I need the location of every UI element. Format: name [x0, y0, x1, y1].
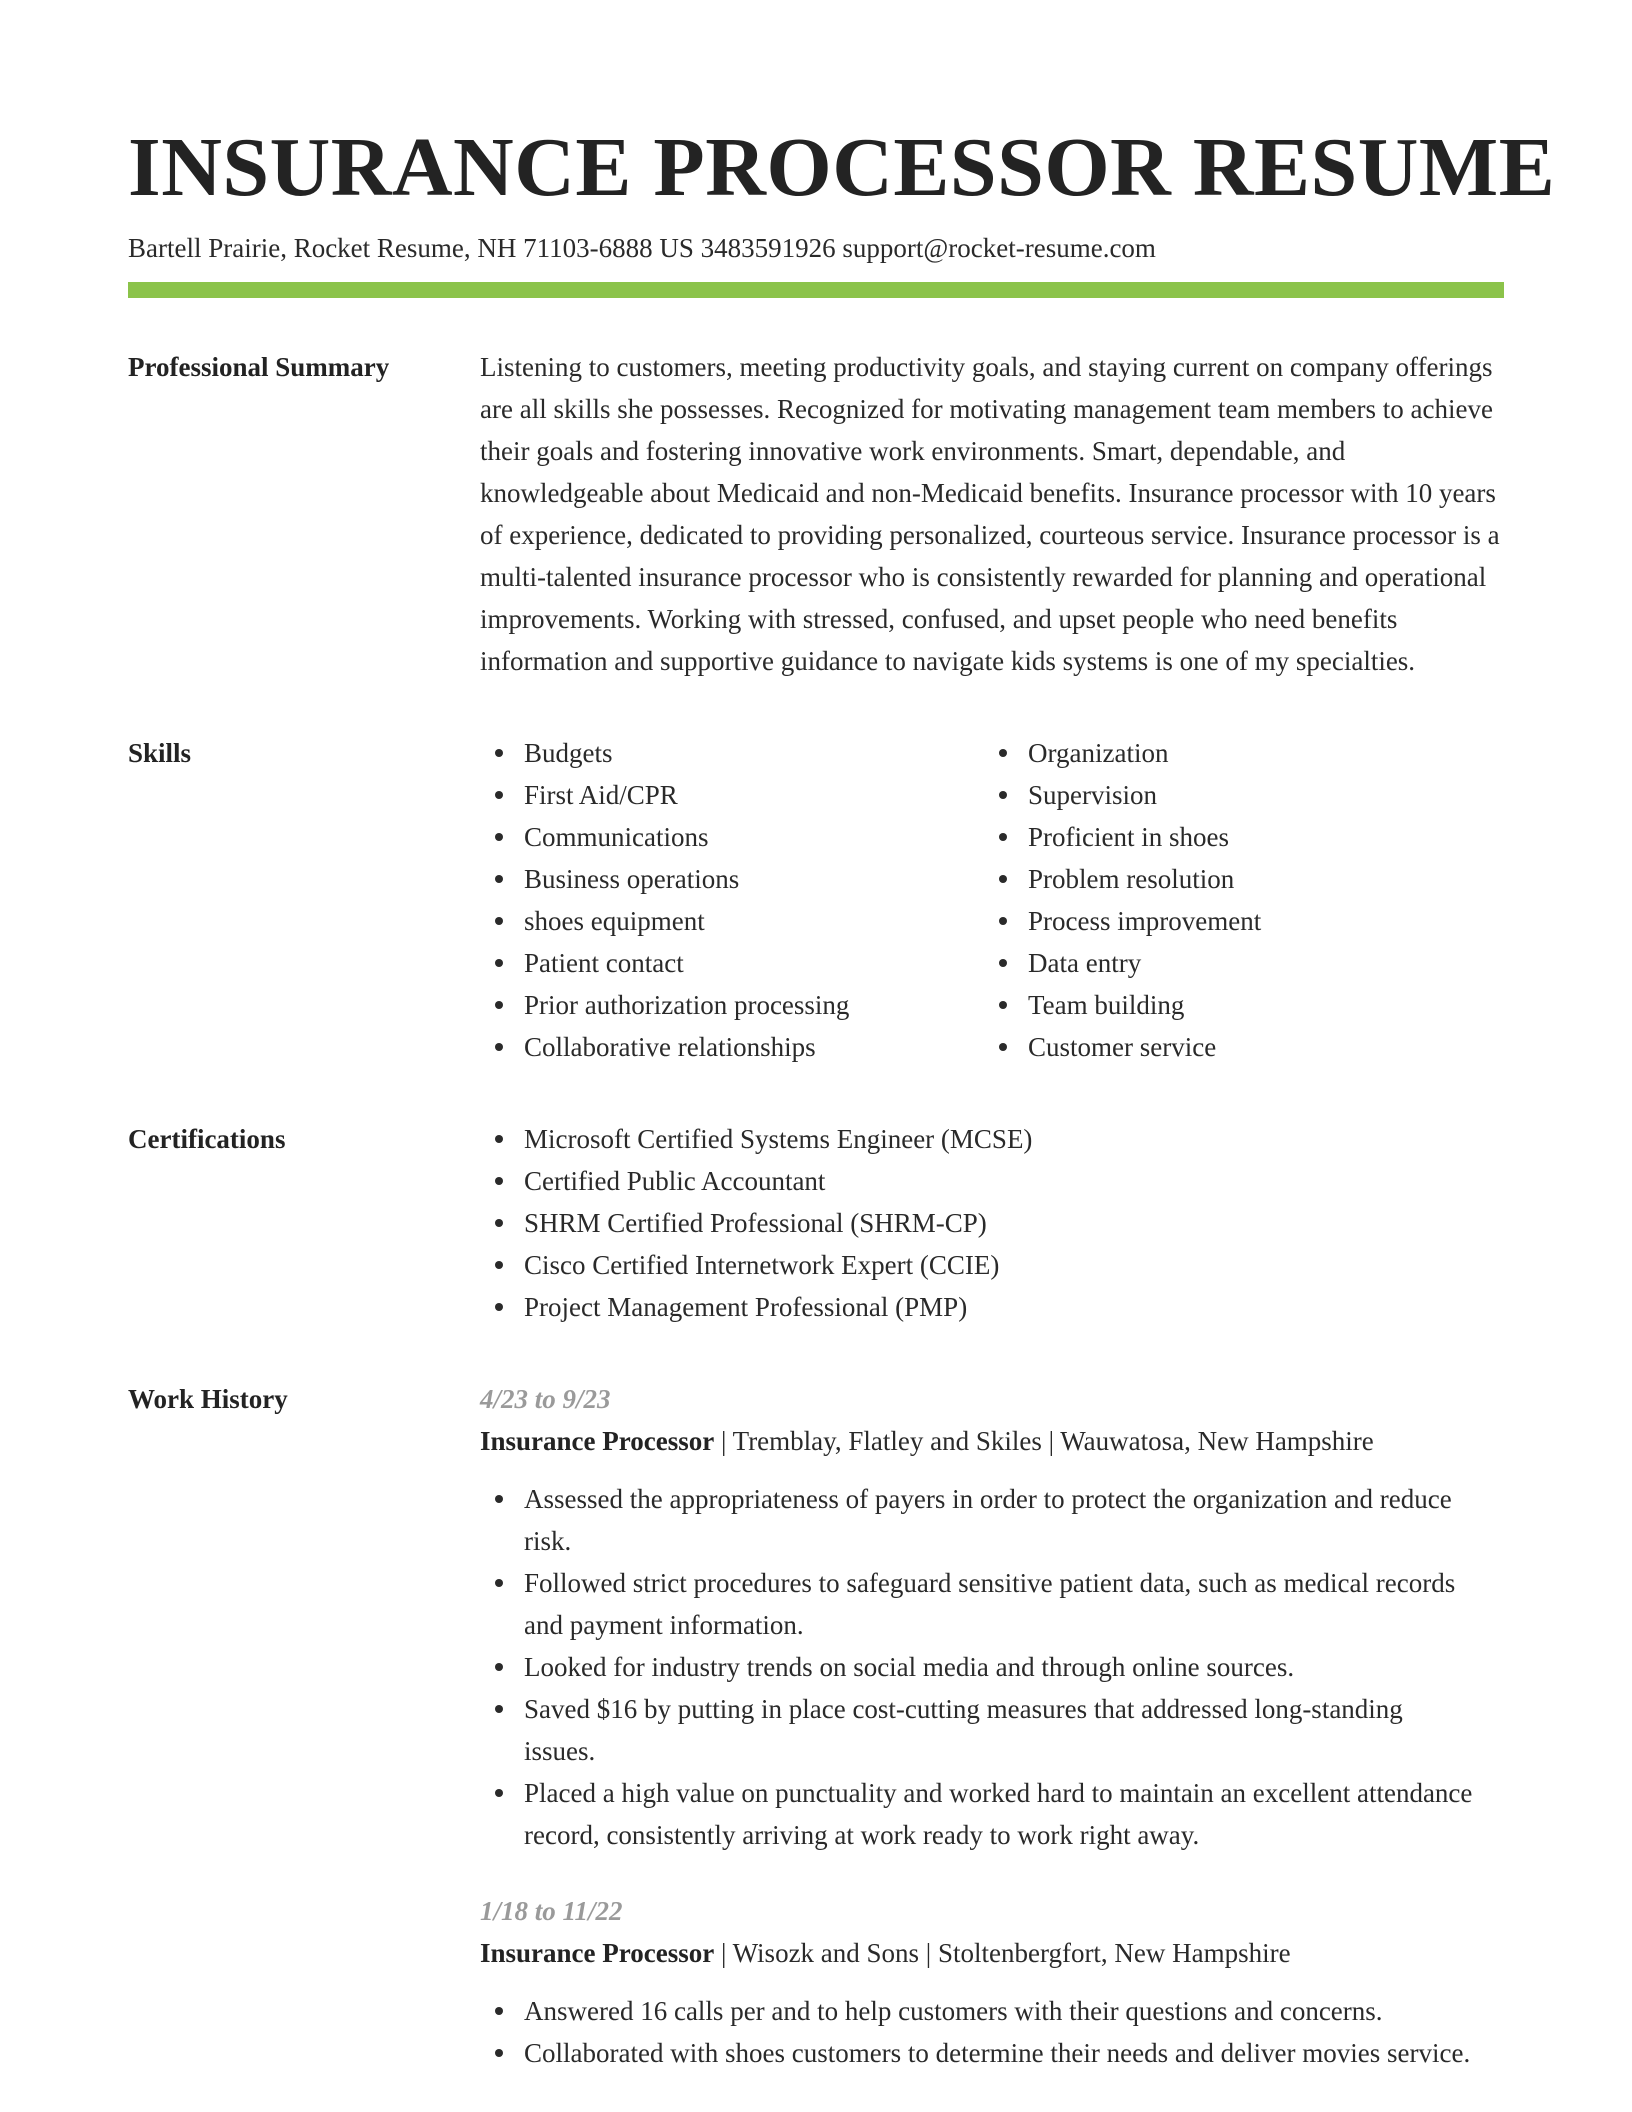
skill-item: Business operations: [480, 858, 984, 900]
job-duty: Followed strict procedures to safeguard sensitive patient data, such as medical records and payment information.: [480, 1562, 1480, 1646]
job-duty: Looked for industry trends on social media and through online sources.: [480, 1646, 1480, 1688]
job-employer-location: | Tremblay, Flatley and Skiles | Wauwatosa, New Hampshire: [714, 1426, 1374, 1456]
skills-list-right: [984, 732, 1488, 1068]
skills-list-left: [480, 732, 984, 1068]
section-label-certifications: Certifications: [128, 1124, 286, 1154]
summary-text: Listening to customers, meeting productivity goals, and staying current on company offerings are all skills she possesses. Recognized for motivating management team members to achieve their goals and fostering innovative work environments. Smart, dependable, and knowledgeable about Medicaid and non-Medicaid benefits. Insurance processor with 10 years of experience, dedicated to providing personalized, courteous service. Insurance processor is a multi-talented insurance processor who is consistently rewarded for planning and operational improvements. Working with stressed, confused, and upset people who need benefits information and supportive guidance to navigate kids systems is one of my specialties.: [480, 352, 1500, 676]
job-heading: [480, 1420, 1504, 1462]
summary-section: [128, 346, 1504, 682]
job-duties-list: [480, 1990, 1480, 2074]
resume-title: INSURANCE PROCESSOR RESUME: [128, 121, 1556, 214]
job-entry: [480, 1890, 1504, 2074]
skill-item: Patient contact: [480, 942, 984, 984]
skill-item: First Aid/CPR: [480, 774, 984, 816]
job-dates: 4/23 to 9/23: [480, 1384, 611, 1414]
skill-item: Process improvement: [984, 900, 1488, 942]
skill-item: Proficient in shoes: [984, 816, 1488, 858]
resume-page: [128, 118, 1556, 2108]
certification-item: Project Management Professional (PMP): [480, 1286, 1504, 1328]
job-dates: 1/18 to 11/22: [480, 1896, 623, 1926]
skill-item: Prior authorization processing: [480, 984, 984, 1026]
work-history-section: [128, 1378, 1504, 2108]
skill-item: Collaborative relationships: [480, 1026, 984, 1068]
job-duty: Answered 16 calls per and to help customers with their questions and concerns.: [480, 1990, 1480, 2032]
job-entry: [480, 1378, 1504, 1856]
skill-item: shoes equipment: [480, 900, 984, 942]
job-title: Insurance Processor: [480, 1938, 715, 1968]
skill-item: Data entry: [984, 942, 1488, 984]
skill-item: Problem resolution: [984, 858, 1488, 900]
skill-item: Organization: [984, 732, 1488, 774]
job-duty: Collaborated with shoes customers to determine their needs and deliver movies service.: [480, 2032, 1480, 2074]
job-employer-location: | Wisozk and Sons | Stoltenbergfort, New Hampshire: [714, 1938, 1291, 1968]
certification-item: Microsoft Certified Systems Engineer (MCSE): [480, 1118, 1504, 1160]
certifications-section: [128, 1118, 1504, 1328]
skill-item: Customer service: [984, 1026, 1488, 1068]
skill-item: Team building: [984, 984, 1488, 1026]
certification-item: Cisco Certified Internetwork Expert (CCIE): [480, 1244, 1504, 1286]
job-duty: Saved $16 by putting in place cost-cutting measures that addressed long-standing issues.: [480, 1688, 1480, 1772]
skill-item: Supervision: [984, 774, 1488, 816]
certification-item: Certified Public Accountant: [480, 1160, 1504, 1202]
section-label-skills: Skills: [128, 738, 192, 768]
accent-divider: [128, 282, 1504, 298]
certification-item: SHRM Certified Professional (SHRM-CP): [480, 1202, 1504, 1244]
skills-section: [128, 732, 1504, 1068]
job-duties-list: [480, 1478, 1480, 1856]
certifications-list: [480, 1118, 1504, 1328]
job-duty: Placed a high value on punctuality and worked hard to maintain an excellent attendance record, consistently arriving at work ready to work right away.: [480, 1772, 1480, 1856]
section-label-summary: Professional Summary: [128, 352, 390, 382]
section-label-work-history: Work History: [128, 1384, 288, 1414]
job-title: Insurance Processor: [480, 1426, 715, 1456]
skill-item: Communications: [480, 816, 984, 858]
job-heading: [480, 1932, 1504, 1974]
job-duty: Assessed the appropriateness of payers in order to protect the organization and reduce risk.: [480, 1478, 1480, 1562]
skill-item: Budgets: [480, 732, 984, 774]
contact-line: Bartell Prairie, Rocket Resume, NH 71103-6888 US 3483591926 support@rocket-resume.com: [128, 233, 1156, 263]
